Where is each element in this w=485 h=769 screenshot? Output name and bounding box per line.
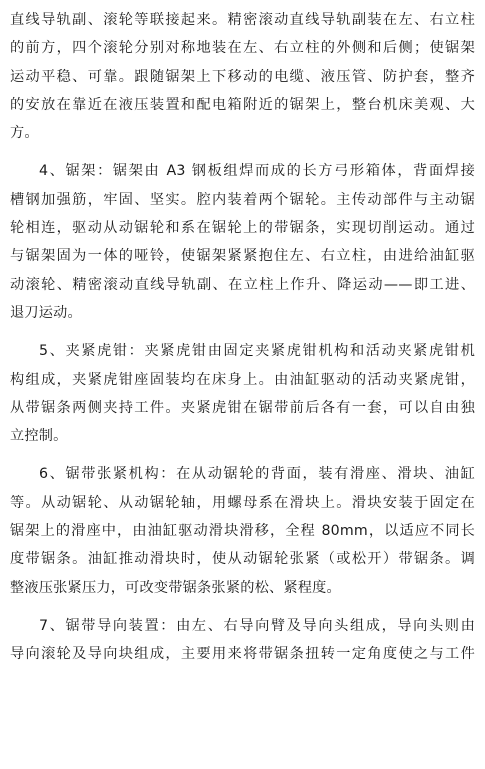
text-line: 5、夹紧虎钳：夹紧虎钳由固定夹紧虎钳机构和活动夹紧虎钳机 xyxy=(39,343,475,360)
text-line: 等。从动锯轮、从动锯轮轴，用螺母系在滑块上。滑块安装于固定在 xyxy=(10,494,475,511)
text-line: 导向滚轮及导向块组成，主要用来将带锯条扭转一定角度使之与工件 xyxy=(10,646,475,663)
text-line: 槽钢加强筋，牢固、坚实。腔内装着两个锯轮。主传动部件与主动锯 xyxy=(10,191,475,208)
text-line: 7、锯带导向装置：由左、右导向臂及导向头组成，导向头则由 xyxy=(39,617,475,634)
paragraph-gap xyxy=(10,450,475,460)
paragraph-continuation xyxy=(10,6,475,147)
text-line: 锯架上的滑座中，由油缸驱动滑块滑移，全程 80mm，以适应不同长 xyxy=(10,523,475,540)
text-line: 直线导轨副、滚轮等联接起来。精密滚动直线导轨副装在左、右立柱 xyxy=(10,12,475,28)
text-line: 整液压张紧压力，可改变带锯条张紧的松、紧程度。 xyxy=(10,579,341,596)
text-line: 轮相连，驱动从动锯轮和系在锯轮上的带锯条，实现切削运动。通过 xyxy=(10,220,475,237)
paragraph-gap xyxy=(10,602,475,612)
text-line: 退刀运动。 xyxy=(10,304,82,321)
paragraph-saw-frame xyxy=(10,157,475,327)
text-line: 方。 xyxy=(10,125,39,142)
text-line: 6、锯带张紧机构：在从动锯轮的背面，装有滑座、滑块、油缸 xyxy=(39,466,475,483)
paragraph-guide-device xyxy=(10,612,475,669)
text-line: 4、锯架：锯架由 A3 钢板组焊而成的长方弓形箱体，背面焊接 xyxy=(39,163,475,180)
text-line: 从带锯条两侧夹持工件。夹紧虎钳在锯带前后各有一套，可以自由独 xyxy=(10,399,475,416)
text-line: 的前方，四个滚轮分别对称地装在左、右立柱的外侧和后侧；使锯架 xyxy=(10,40,475,57)
paragraph-clamping-vise xyxy=(10,337,475,450)
text-line: 动滚轮、精密滚动直线导轨副、在立柱上作升、降运动——即工进、 xyxy=(10,276,475,293)
text-line: 运动平稳、可靠。跟随锯架上下移动的电缆、液压管、防护套，整齐 xyxy=(10,68,475,85)
paragraph-gap xyxy=(10,327,475,337)
paragraph-tensioning-mechanism xyxy=(10,460,475,601)
paragraph-gap xyxy=(10,147,475,157)
text-line: 度带锯条。油缸推动滑块时，使从动锯轮张紧（或松开）带锯条。调 xyxy=(10,551,475,568)
text-line: 构组成，夹紧虎钳座固装均在床身上。由油缸驱动的活动夹紧虎钳， xyxy=(10,371,475,388)
text-line: 与锯架固为一体的哑铃，使锯架紧紧抱住左、右立柱，由进给油缸驱 xyxy=(10,248,475,265)
text-line: 的安放在靠近在液压装置和配电箱附近的锯架上，整台机床美观、大 xyxy=(10,96,475,113)
text-line: 立控制。 xyxy=(10,428,68,445)
